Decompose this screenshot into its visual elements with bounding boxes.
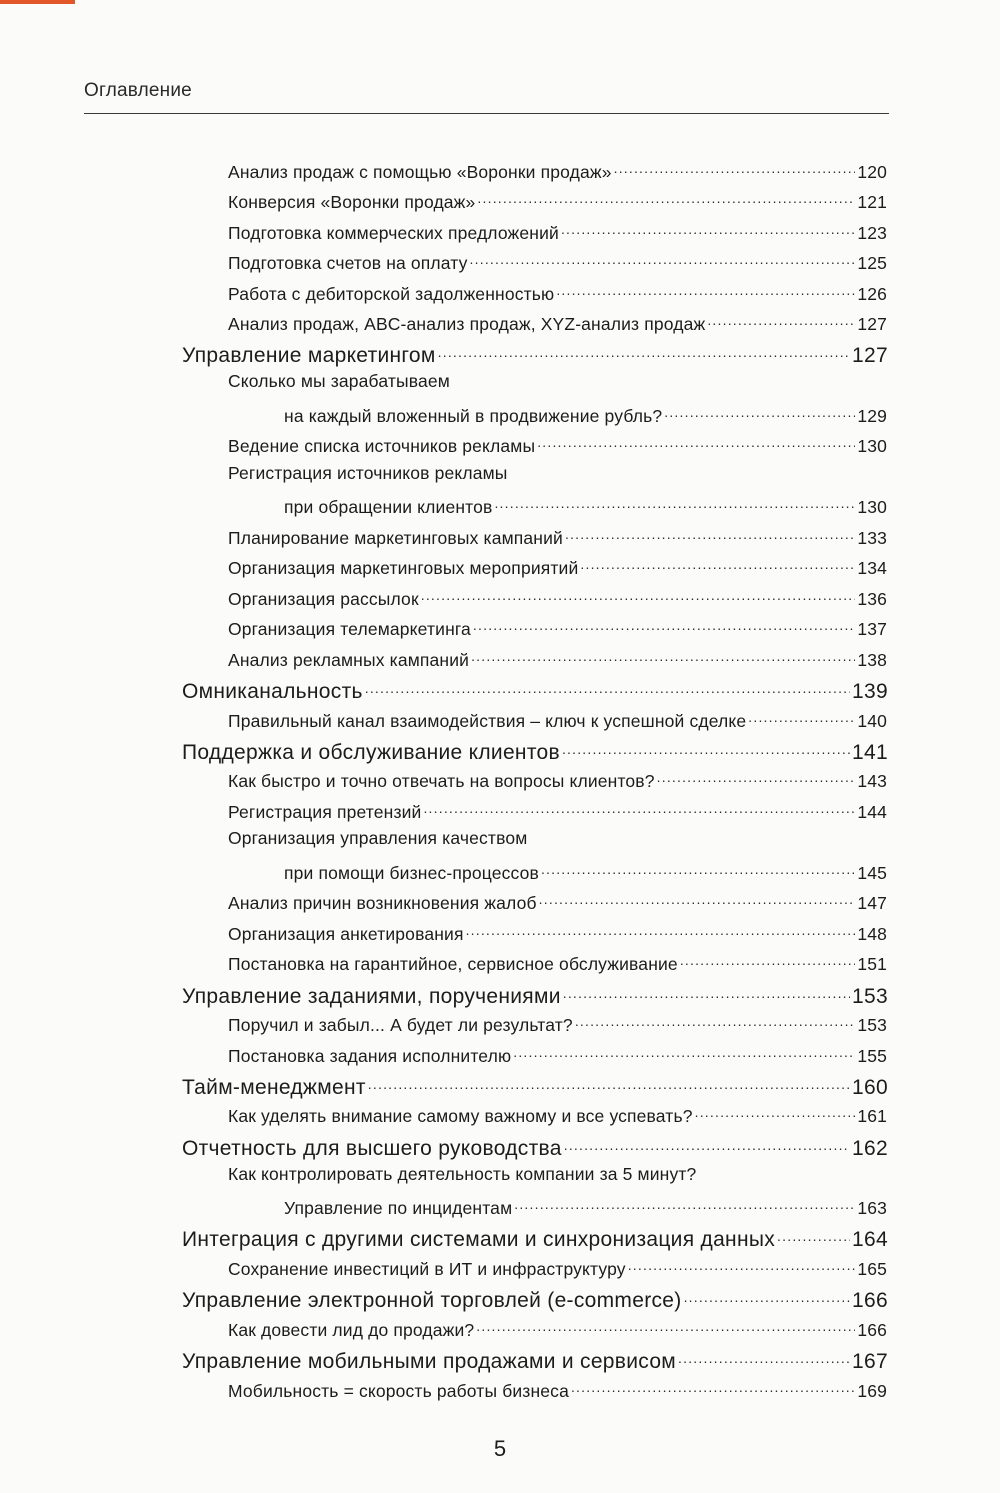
- toc-entry-page: 137: [857, 618, 887, 639]
- toc-entry-page: 166: [857, 1319, 887, 1340]
- toc-section-entry[interactable]: [182, 341, 888, 366]
- toc-entry[interactable]: [228, 282, 887, 303]
- toc-section-entry[interactable]: [182, 738, 888, 763]
- dot-leader: [614, 160, 856, 178]
- toc-entry-page: 147: [857, 892, 887, 913]
- toc-entry-title: Тайм-менеджмент: [182, 1076, 366, 1099]
- running-header: Оглавление: [84, 80, 192, 101]
- dot-leader: [777, 1225, 850, 1246]
- toc-entry-title: Работа с дебиторской задолженностью: [228, 283, 555, 304]
- toc-entry-title: Конверсия «Воронки продаж»: [228, 191, 476, 212]
- toc-entry-page: 167: [852, 1350, 888, 1373]
- toc-section-entry[interactable]: [182, 1286, 888, 1311]
- dot-leader: [556, 282, 855, 300]
- toc-entry-title: Поддержка и обслуживание клиентов: [182, 741, 560, 764]
- dot-leader: [365, 677, 850, 698]
- dot-leader: [421, 587, 856, 605]
- toc-entry[interactable]: [284, 861, 887, 882]
- toc-entry-title: на каждый вложенный в продвижение рубль?: [284, 405, 663, 426]
- toc-entry-title: Подготовка коммерческих предложений: [228, 222, 559, 243]
- dot-leader: [471, 648, 855, 666]
- toc-entry[interactable]: [228, 1013, 887, 1034]
- toc-entry-title: при помощи бизнес-процессов: [284, 862, 539, 883]
- toc-entry[interactable]: [228, 434, 887, 455]
- dot-leader: [680, 952, 856, 970]
- dot-leader: [539, 891, 856, 909]
- toc-section-entry[interactable]: [182, 1134, 888, 1159]
- toc-section-entry[interactable]: [182, 1225, 888, 1250]
- toc-entry-title: Управление маркетингом: [182, 344, 436, 367]
- toc-entry-page: 127: [852, 344, 888, 367]
- toc-entry-page: 153: [857, 1014, 887, 1035]
- toc-entry-page: 153: [852, 985, 888, 1008]
- toc-entry-title: Организация маркетинговых мероприятий: [228, 557, 579, 578]
- toc-entry-page: 140: [857, 710, 887, 731]
- toc-entry-title: Анализ рекламных кампаний: [228, 649, 470, 670]
- toc-entry[interactable]: [228, 891, 887, 912]
- toc-entry-title: Управление заданиями, поручениями: [182, 985, 561, 1008]
- toc-entry-page: 165: [857, 1258, 887, 1279]
- toc-entry-title: Интеграция с другими системами и синхронизация данных: [182, 1228, 776, 1251]
- toc-entry[interactable]: [228, 769, 887, 790]
- toc-entry-page: 148: [857, 923, 887, 944]
- toc-section-entry[interactable]: [182, 1347, 888, 1372]
- dot-leader: [707, 312, 855, 330]
- toc-entry[interactable]: [228, 800, 887, 821]
- toc-entry-title: Постановка на гарантийное, сервисное обслуживание: [228, 953, 678, 974]
- toc-entry-title: Организация телемаркетинга: [228, 618, 471, 639]
- dot-leader: [537, 434, 855, 452]
- toc-entry-title: Регистрация претензий: [228, 801, 422, 822]
- toc-entry[interactable]: [228, 1104, 887, 1125]
- toc-entry-page: 164: [852, 1228, 888, 1251]
- toc-entry[interactable]: [228, 587, 887, 608]
- toc-entry-title: Мобильность = скорость работы бизнеса: [228, 1380, 569, 1401]
- toc-entry-title: Постановка задания исполнителю: [228, 1045, 512, 1066]
- dot-leader: [628, 1257, 856, 1275]
- dot-leader: [563, 982, 850, 1003]
- dot-leader: [580, 556, 855, 574]
- toc-entry[interactable]: [228, 312, 887, 333]
- toc-entry-page: 123: [857, 222, 887, 243]
- toc-entry[interactable]: [228, 1379, 887, 1400]
- dot-leader: [368, 1073, 850, 1094]
- toc-entry[interactable]: [228, 1044, 887, 1065]
- toc-entry-page: 166: [852, 1289, 888, 1312]
- toc-entry-page: 133: [857, 527, 887, 548]
- toc-entry-page: 161: [857, 1105, 887, 1126]
- toc-entry[interactable]: [228, 190, 887, 211]
- toc-entry-title-line[interactable]: Как контролировать деятельность компании за 5 минут?: [228, 1164, 697, 1184]
- dot-leader: [575, 1013, 856, 1031]
- toc-entry[interactable]: [228, 952, 887, 973]
- toc-entry-title: Анализ причин возникновения жалоб: [228, 892, 537, 913]
- toc-entry-title: Как довести лид до продажи?: [228, 1319, 475, 1340]
- toc-entry-page: 134: [857, 557, 887, 578]
- toc-entry-page: 162: [852, 1137, 888, 1160]
- toc-entry-title: Анализ продаж с помощью «Воронки продаж»: [228, 161, 612, 182]
- dot-leader: [438, 341, 850, 362]
- toc-entry[interactable]: [228, 1318, 887, 1339]
- toc-entry[interactable]: [228, 221, 887, 242]
- dot-leader: [571, 1379, 855, 1397]
- toc-entry-title-line[interactable]: Регистрация источников рекламы: [228, 463, 508, 483]
- dot-leader: [473, 617, 855, 635]
- toc-entry[interactable]: [228, 251, 887, 272]
- toc-section-entry[interactable]: [182, 1073, 888, 1098]
- toc-entry-page: 136: [857, 588, 887, 609]
- dot-leader: [564, 1134, 850, 1155]
- toc-entry-title: Подготовка счетов на оплату: [228, 252, 468, 273]
- toc-entry-page: 141: [852, 741, 888, 764]
- toc-entry-page: 160: [852, 1076, 888, 1099]
- toc-entry[interactable]: [228, 1257, 887, 1278]
- toc-entry-title: Омниканальность: [182, 680, 363, 703]
- toc-entry-page: 151: [857, 953, 887, 974]
- toc-entry-page: 144: [857, 801, 887, 822]
- toc-entry[interactable]: [228, 709, 887, 730]
- dot-leader: [494, 495, 855, 513]
- toc-entry-page: 121: [857, 191, 887, 212]
- dot-leader: [561, 221, 855, 239]
- dot-leader: [541, 861, 855, 879]
- toc-section-entry[interactable]: [182, 677, 888, 702]
- toc-entry-title: Организация рассылок: [228, 588, 419, 609]
- dot-leader: [514, 1196, 855, 1214]
- dot-leader: [562, 738, 850, 759]
- toc-entry[interactable]: [228, 922, 887, 943]
- toc-entry-title: Управление по инцидентам: [284, 1197, 513, 1218]
- toc-entry[interactable]: [228, 617, 887, 638]
- toc-entry-page: 126: [857, 283, 887, 304]
- toc-entry-page: 145: [857, 862, 887, 883]
- toc-entry-page: 143: [857, 770, 887, 791]
- dot-leader: [477, 190, 855, 208]
- toc-entry-title: Поручил и забыл... А будет ли результат?: [228, 1014, 573, 1035]
- toc-entry-title: при обращении клиентов: [284, 496, 493, 517]
- dot-leader: [664, 404, 855, 422]
- toc-entry[interactable]: [228, 556, 887, 577]
- toc-entry-title: Организация анкетирования: [228, 923, 464, 944]
- toc-entry-title: Управление электронной торговлей (e-commerce): [182, 1289, 682, 1312]
- toc-entry[interactable]: [228, 526, 887, 547]
- dot-leader: [684, 1286, 850, 1307]
- toc-entry-title: Отчетность для высшего руководства: [182, 1137, 562, 1160]
- dot-leader: [466, 922, 856, 940]
- toc-entry-title: Анализ продаж, ABC-анализ продаж, XYZ-анализ продаж: [228, 313, 706, 334]
- toc-entry-title: Планирование маркетинговых кампаний: [228, 527, 563, 548]
- toc-entry-page: 127: [857, 313, 887, 334]
- toc-entry-title: Управление мобильными продажами и сервисом: [182, 1350, 677, 1373]
- toc-entry-page: 139: [852, 680, 888, 703]
- toc-section-entry[interactable]: [182, 982, 888, 1007]
- toc-entry-page: 120: [857, 161, 887, 182]
- toc-entry-page: 138: [857, 649, 887, 670]
- dot-leader: [678, 1347, 850, 1368]
- toc-entry-title: Ведение списка источников рекламы: [228, 435, 536, 456]
- toc-entry[interactable]: [228, 648, 887, 669]
- toc-entry[interactable]: [228, 160, 887, 181]
- toc-entry-page: 163: [857, 1197, 887, 1218]
- page-number: 5: [493, 1436, 507, 1461]
- toc-entry[interactable]: [284, 1196, 887, 1217]
- dot-leader: [476, 1318, 855, 1336]
- toc-entry-title: Сохранение инвестиций в ИТ и инфраструктуру: [228, 1258, 626, 1279]
- toc-entry[interactable]: [284, 404, 887, 425]
- toc-entry-page: 129: [857, 405, 887, 426]
- toc-entry-title: Как быстро и точно отвечать на вопросы клиентов?: [228, 770, 655, 791]
- toc-entry-page: 130: [857, 435, 887, 456]
- toc-entry-page: 155: [857, 1045, 887, 1066]
- toc-entry-title-line[interactable]: Сколько мы зарабатываем: [228, 371, 450, 391]
- dot-leader: [470, 251, 856, 269]
- toc-entry-page: 130: [857, 496, 887, 517]
- dot-leader: [423, 800, 855, 818]
- dot-leader: [657, 769, 856, 787]
- toc-entry-page: 169: [857, 1380, 887, 1401]
- toc-entry-page: 125: [857, 252, 887, 273]
- dot-leader: [748, 709, 855, 727]
- toc-entry[interactable]: [284, 495, 887, 516]
- dot-leader: [565, 526, 855, 544]
- dot-leader: [513, 1044, 855, 1062]
- toc-entry-title: Как уделять внимание самому важному и все успевать?: [228, 1105, 693, 1126]
- dot-leader: [695, 1104, 856, 1122]
- toc-entry-title: Правильный канал взаимодействия – ключ к успешной сделке: [228, 710, 747, 731]
- toc-entry-title-line[interactable]: Организация управления качеством: [228, 828, 528, 848]
